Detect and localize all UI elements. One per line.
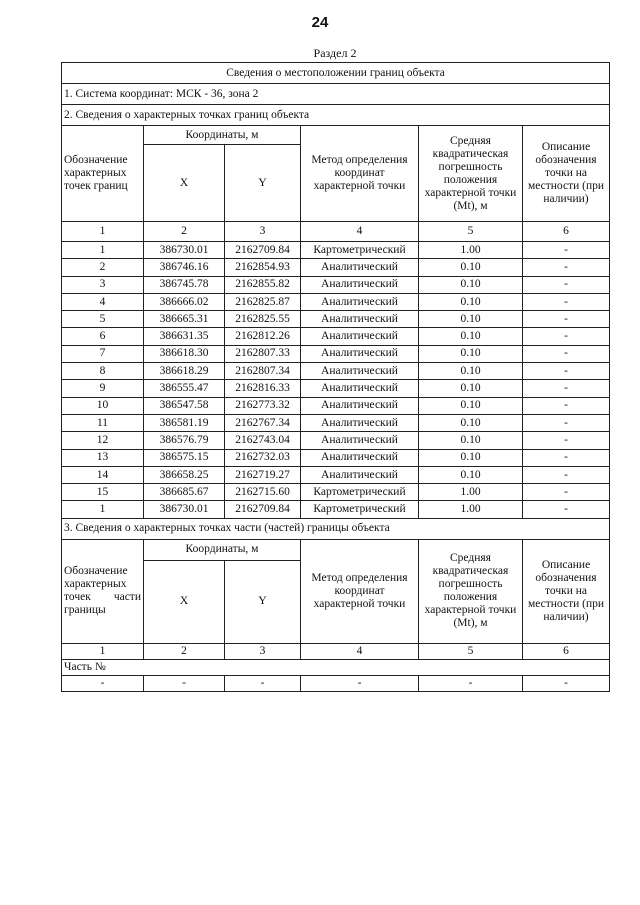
point-description: - <box>523 414 610 431</box>
part1-heading: 2. Сведения о характерных точках границ объекта <box>62 105 610 126</box>
part2-heading: 3. Сведения о характерных точках части (частей) границы объекта <box>62 518 610 539</box>
point-error: 0.10 <box>419 293 523 310</box>
point-method: Аналитический <box>301 449 419 466</box>
point-x: 386746.16 <box>144 259 225 276</box>
table-row <box>62 501 610 518</box>
points-col-number: 4 <box>301 222 419 242</box>
point-x: 386665.31 <box>144 311 225 328</box>
table-row <box>62 466 610 483</box>
points-col-number: 5 <box>419 222 523 242</box>
point-y: 2162773.32 <box>225 397 301 414</box>
point-description: - <box>523 293 610 310</box>
point-method: Аналитический <box>301 414 419 431</box>
part-cell: - <box>62 675 144 691</box>
part-cell: - <box>523 675 610 691</box>
header-designation-part: Обозначение характерных точек части границы <box>62 539 144 643</box>
point-error: 0.10 <box>419 328 523 345</box>
point-description: - <box>523 328 610 345</box>
point-y: 2162807.34 <box>225 363 301 380</box>
point-number: 14 <box>62 466 144 483</box>
point-number: 9 <box>62 380 144 397</box>
point-error: 0.10 <box>419 397 523 414</box>
point-error: 0.10 <box>419 380 523 397</box>
table-row <box>62 484 610 501</box>
boundary-table <box>61 62 610 692</box>
point-description: - <box>523 466 610 483</box>
point-method: Аналитический <box>301 397 419 414</box>
table-row <box>62 345 610 362</box>
table-row <box>62 276 610 293</box>
header-error-part: Средняя квадратическая погрешность положения характерной точки (Mt), м <box>419 539 523 643</box>
part-col-number: 4 <box>301 643 419 659</box>
table-title: Сведения о местоположении границ объекта <box>62 63 610 84</box>
point-x: 386658.25 <box>144 466 225 483</box>
points-col-number: 3 <box>225 222 301 242</box>
part-cell: - <box>144 675 225 691</box>
point-description: - <box>523 345 610 362</box>
point-x: 386730.01 <box>144 242 225 259</box>
point-description: - <box>523 276 610 293</box>
header-description: Описание обозначения точки на местности (при наличии) <box>523 126 610 222</box>
point-y: 2162812.26 <box>225 328 301 345</box>
point-x: 386581.19 <box>144 414 225 431</box>
point-y: 2162807.33 <box>225 345 301 362</box>
header-error: Средняя квадратическая погрешность положения характерной точки (Mt), м <box>419 126 523 222</box>
point-description: - <box>523 449 610 466</box>
point-x: 386631.35 <box>144 328 225 345</box>
point-error: 0.10 <box>419 449 523 466</box>
point-description: - <box>523 363 610 380</box>
point-y: 2162855.82 <box>225 276 301 293</box>
section-label: Раздел 2 <box>313 46 357 60</box>
table-row <box>62 328 610 345</box>
point-method: Картометрический <box>301 242 419 259</box>
point-number: 15 <box>62 484 144 501</box>
point-number: 12 <box>62 432 144 449</box>
point-number: 6 <box>62 328 144 345</box>
point-y: 2162709.84 <box>225 501 301 518</box>
points-col-number: 2 <box>144 222 225 242</box>
point-x: 386618.29 <box>144 363 225 380</box>
header-x: X <box>144 145 225 222</box>
point-method: Аналитический <box>301 432 419 449</box>
points-col-number: 6 <box>523 222 610 242</box>
point-x: 386575.15 <box>144 449 225 466</box>
point-y: 2162767.34 <box>225 414 301 431</box>
header-description-part: Описание обозначения точки на местности (при наличии) <box>523 539 610 643</box>
point-number: 3 <box>62 276 144 293</box>
header-coordinates-part: Координаты, м <box>144 539 301 560</box>
point-method: Картометрический <box>301 501 419 518</box>
point-x: 386576.79 <box>144 432 225 449</box>
header-y-part: Y <box>225 560 301 643</box>
table-row <box>62 432 610 449</box>
point-method: Аналитический <box>301 345 419 362</box>
point-y: 2162825.87 <box>225 293 301 310</box>
table-row <box>62 363 610 380</box>
point-y: 2162854.93 <box>225 259 301 276</box>
table-row <box>62 380 610 397</box>
point-x: 386745.78 <box>144 276 225 293</box>
point-x: 386618.30 <box>144 345 225 362</box>
point-description: - <box>523 397 610 414</box>
point-y: 2162715.60 <box>225 484 301 501</box>
point-x: 386730.01 <box>144 501 225 518</box>
point-number: 2 <box>62 259 144 276</box>
header-method-part: Метод определения координат характерной точки <box>301 539 419 643</box>
part-cell: - <box>225 675 301 691</box>
point-error: 0.10 <box>419 276 523 293</box>
point-x: 386547.58 <box>144 397 225 414</box>
table-row <box>62 311 610 328</box>
part-cell: - <box>419 675 523 691</box>
point-error: 0.10 <box>419 345 523 362</box>
point-y: 2162709.84 <box>225 242 301 259</box>
point-error: 1.00 <box>419 501 523 518</box>
point-error: 1.00 <box>419 242 523 259</box>
point-number: 1 <box>62 501 144 518</box>
table-row <box>62 293 610 310</box>
point-error: 1.00 <box>419 484 523 501</box>
coordinate-system: 1. Система координат: МСК - 36, зона 2 <box>62 84 610 105</box>
part-col-number: 2 <box>144 643 225 659</box>
table-row <box>62 397 610 414</box>
point-method: Картометрический <box>301 484 419 501</box>
header-y: Y <box>225 145 301 222</box>
point-method: Аналитический <box>301 311 419 328</box>
point-description: - <box>523 501 610 518</box>
point-method: Аналитический <box>301 276 419 293</box>
point-description: - <box>523 432 610 449</box>
table-row <box>62 449 610 466</box>
points-col-number: 1 <box>62 222 144 242</box>
point-method: Аналитический <box>301 466 419 483</box>
point-number: 5 <box>62 311 144 328</box>
point-y: 2162743.04 <box>225 432 301 449</box>
point-description: - <box>523 259 610 276</box>
header-coordinates: Координаты, м <box>144 126 301 145</box>
point-method: Аналитический <box>301 380 419 397</box>
point-method: Аналитический <box>301 259 419 276</box>
part-cell: - <box>301 675 419 691</box>
part-col-number: 6 <box>523 643 610 659</box>
page-number: 24 <box>311 14 329 31</box>
point-number: 11 <box>62 414 144 431</box>
point-x: 386555.47 <box>144 380 225 397</box>
table-row <box>62 259 610 276</box>
point-number: 7 <box>62 345 144 362</box>
part-col-number: 3 <box>225 643 301 659</box>
point-number: 8 <box>62 363 144 380</box>
point-x: 386666.02 <box>144 293 225 310</box>
header-method: Метод определения координат характерной точки <box>301 126 419 222</box>
part-col-number: 1 <box>62 643 144 659</box>
point-y: 2162825.55 <box>225 311 301 328</box>
header-designation: Обозначение характерных точек границ <box>62 126 144 222</box>
point-description: - <box>523 380 610 397</box>
point-error: 0.10 <box>419 311 523 328</box>
point-y: 2162816.33 <box>225 380 301 397</box>
point-method: Аналитический <box>301 293 419 310</box>
point-description: - <box>523 311 610 328</box>
table-row <box>62 414 610 431</box>
point-y: 2162719.27 <box>225 466 301 483</box>
point-description: - <box>523 484 610 501</box>
point-number: 4 <box>62 293 144 310</box>
part-col-number: 5 <box>419 643 523 659</box>
point-description: - <box>523 242 610 259</box>
part-label: Часть № <box>62 659 610 675</box>
point-y: 2162732.03 <box>225 449 301 466</box>
point-error: 0.10 <box>419 432 523 449</box>
point-error: 0.10 <box>419 466 523 483</box>
point-method: Аналитический <box>301 328 419 345</box>
point-number: 1 <box>62 242 144 259</box>
point-error: 0.10 <box>419 363 523 380</box>
point-method: Аналитический <box>301 363 419 380</box>
table-row <box>62 242 610 259</box>
point-error: 0.10 <box>419 259 523 276</box>
point-x: 386685.67 <box>144 484 225 501</box>
point-error: 0.10 <box>419 414 523 431</box>
header-x-part: X <box>144 560 225 643</box>
point-number: 10 <box>62 397 144 414</box>
point-number: 13 <box>62 449 144 466</box>
